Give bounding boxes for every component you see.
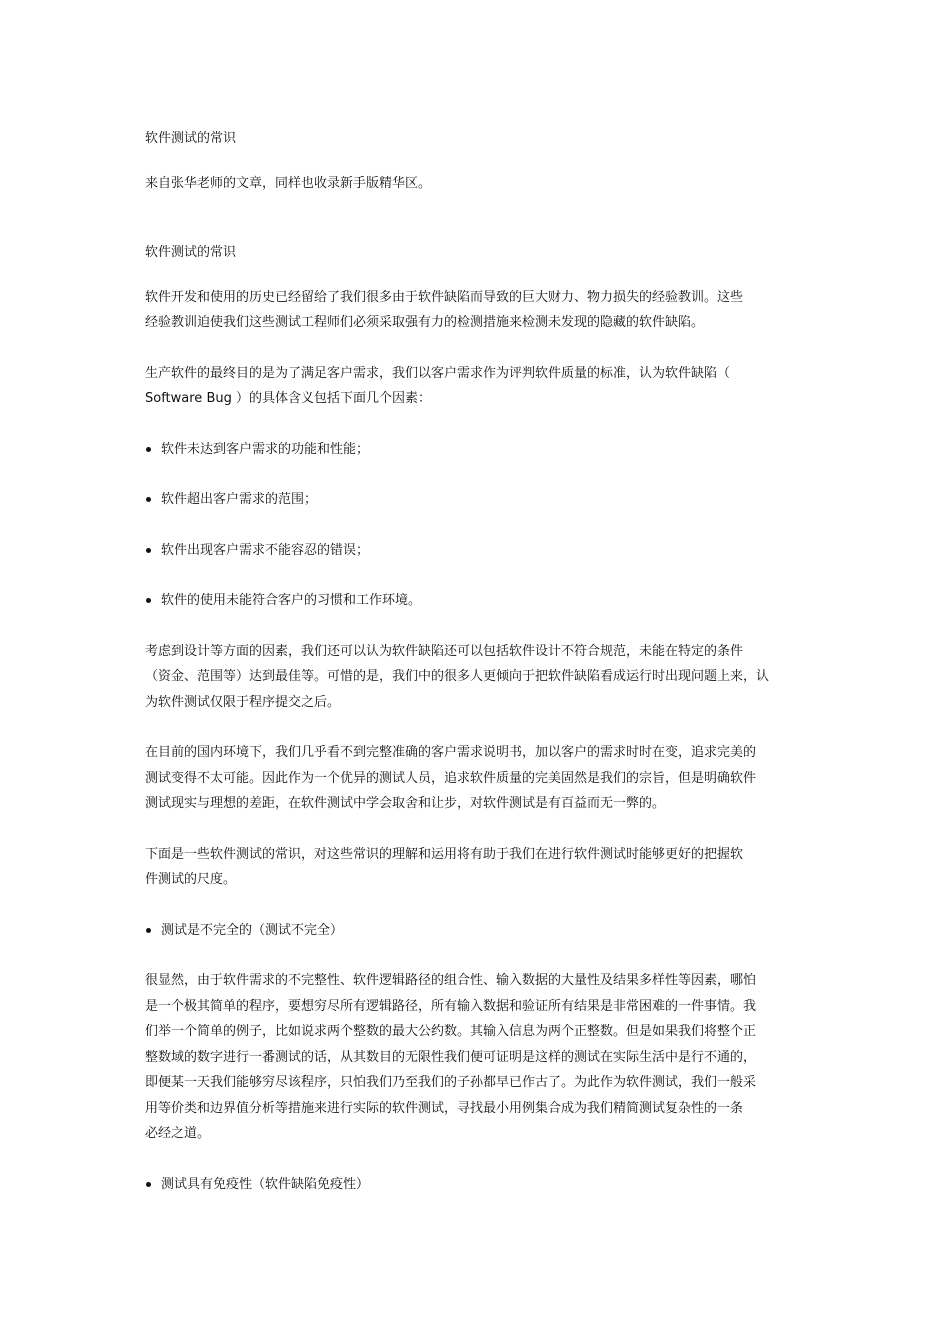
paragraph-definition bbox=[145, 361, 813, 412]
list-item-text: 软件出现客户需求不能容忍的错误； bbox=[161, 542, 370, 558]
text-line: 很显然，由于软件需求的不完整性、软件逻辑路径的组合性、输入数据的大量性及结果多样性等因素，哪怕 bbox=[145, 973, 757, 988]
list-item bbox=[145, 437, 813, 463]
bullet-icon bbox=[146, 497, 151, 502]
list-item bbox=[145, 918, 813, 944]
text-line: 是一个极其简单的程序，要想穷尽所有逻辑路径，所有输入数据和验证所有结果是非常困难的一件事情。我 bbox=[145, 998, 757, 1014]
text-line: 必经之道。 bbox=[145, 1126, 211, 1141]
text-line: 整数域的数字进行一番测试的话，从其数目的无限性我们便可证明是这样的测试在实际生活中是行不通的， bbox=[145, 1049, 757, 1065]
section-title: 软件测试的常识 bbox=[145, 245, 237, 260]
list-item-text: 软件的使用未能符合客户的习惯和工作环境。 bbox=[161, 593, 422, 608]
source-note: 来自张华老师的文章，同样也收录新手版精华区。 bbox=[145, 175, 432, 191]
bullet-icon bbox=[146, 1182, 151, 1187]
text-line: 用等价类和边界值分析等措施来进行实际的软件测试，寻找最小用例集合成为我们精简测试复杂性的一条 bbox=[145, 1100, 744, 1116]
text-line: 在目前的国内环境下，我们几乎看不到完整准确的客户需求说明书，加以客户的需求时时在变，追求完美的 bbox=[145, 745, 757, 760]
bullet-icon bbox=[146, 447, 151, 452]
document-body bbox=[145, 126, 813, 1197]
text-line: （资金、范围等）达到最佳等。可惜的是，我们中的很多人更倾向于把软件缺陷看成运行时出现问题上来，认 bbox=[145, 669, 770, 684]
list-item-text: 测试是不完全的（测试不完全） bbox=[161, 922, 344, 938]
text-line: 件测试的尺度。 bbox=[145, 872, 237, 887]
list-item bbox=[145, 1172, 813, 1198]
paragraph-environment bbox=[145, 740, 813, 817]
list-item-text: 软件超出客户需求的范围； bbox=[161, 492, 318, 507]
text-line: 们举一个简单的例子，比如说求两个整数的最大公约数。其输入信息为两个正整数。但是如果我们将整个正 bbox=[145, 1024, 757, 1039]
paragraph-design bbox=[145, 639, 813, 716]
text-line bbox=[145, 386, 813, 412]
paragraph-intro bbox=[145, 285, 813, 336]
bullet-icon bbox=[146, 928, 151, 933]
text-line: 即便某一天我们能够穷尽该程序，只怕我们乃至我们的子孙都早已作古了。为此作为软件测试，我们一般采 bbox=[145, 1075, 757, 1090]
paragraph-common-sense bbox=[145, 842, 813, 893]
text-line: 测试变得不太可能。因此作为一个优异的测试人员，追求软件质量的完美固然是我们的宗旨，但是明确软件 bbox=[145, 770, 757, 786]
list-item-text: 测试具有免疫性（软件缺陷免疫性） bbox=[161, 1176, 370, 1192]
doc-title: 软件测试的常识 bbox=[145, 131, 237, 146]
bullet-icon bbox=[146, 548, 151, 553]
bullet-icon bbox=[146, 598, 151, 603]
list-item-text: 软件未达到客户需求的功能和性能； bbox=[161, 441, 370, 457]
list-item bbox=[145, 487, 813, 513]
list-item bbox=[145, 588, 813, 614]
text-line: 下面是一些软件测试的常识，对这些常识的理解和运用将有助于我们在进行软件测试时能够更好的把握软 bbox=[145, 846, 744, 862]
list-item bbox=[145, 538, 813, 564]
text-line: 为软件测试仅限于程序提交之后。 bbox=[145, 694, 341, 710]
text-line: 测试现实与理想的差距，在软件测试中学会取舍和让步，对软件测试是有百益而无一弊的。 bbox=[145, 796, 666, 811]
text-line: 考虑到设计等方面的因素，我们还可以认为软件缺陷还可以包括软件设计不符合规范，未能在特定的条件 bbox=[145, 643, 744, 659]
paragraph-incomplete-testing bbox=[145, 968, 813, 1147]
text-line: 经验教训迫使我们这些测试工程师们必须采取强有力的检测措施来检测未发现的隐藏的软件缺陷。 bbox=[145, 315, 705, 330]
text-fragment: ）的具体含义包括下面几个因素： bbox=[231, 391, 431, 406]
text-line: 生产软件的最终目的是为了满足客户需求，我们以客户需求作为评判软件质量的标准，认为软件缺陷（ bbox=[145, 365, 731, 381]
text-line: 软件开发和使用的历史已经留给了我们很多由于软件缺陷而导致的巨大财力、物力损失的经验教训。这些 bbox=[145, 289, 744, 305]
software-bug-term: Software Bug bbox=[145, 391, 232, 406]
